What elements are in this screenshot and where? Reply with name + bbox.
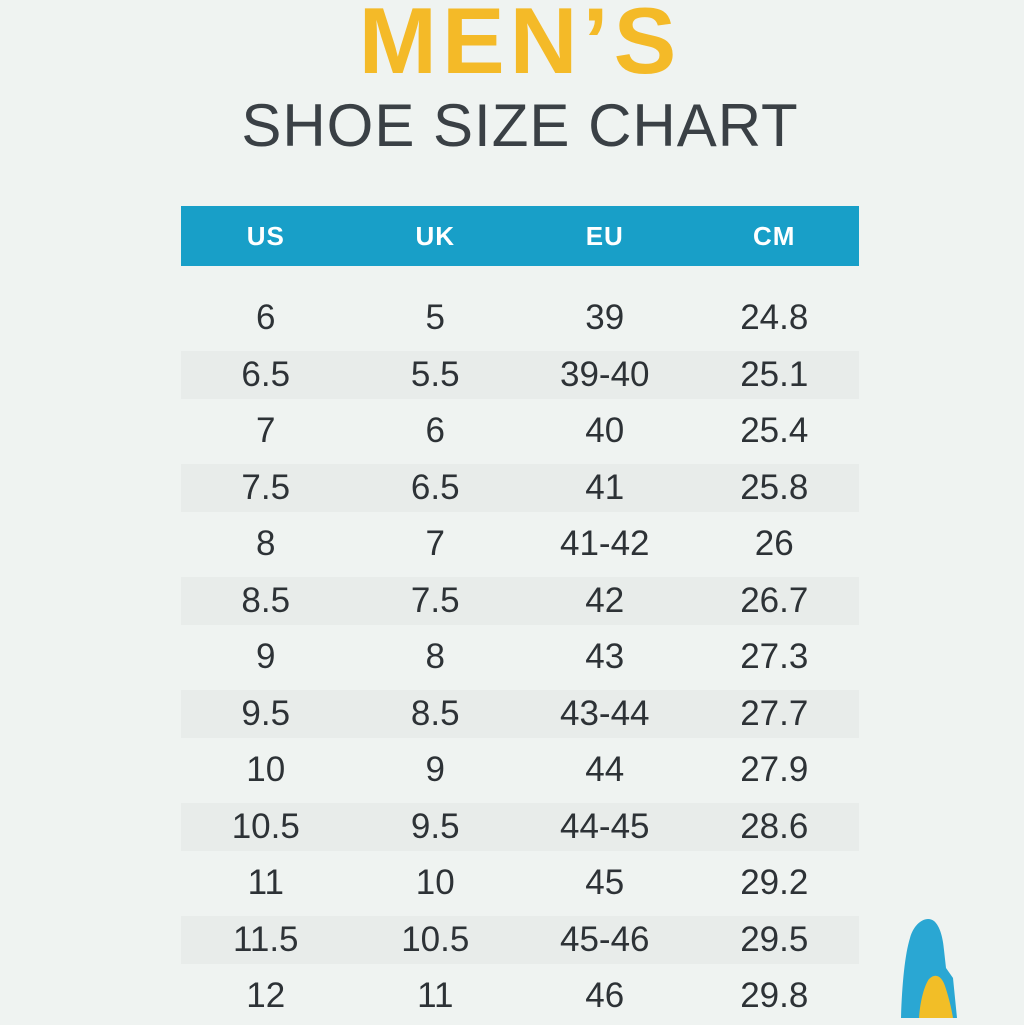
table-cell-us: 8.5 xyxy=(241,580,291,620)
table-cell-cm: 29.5 xyxy=(740,919,809,959)
table-cell-us: 7.5 xyxy=(241,467,291,507)
table-row xyxy=(181,290,859,347)
size-chart-table xyxy=(181,206,859,1025)
table-cell-eu: 46 xyxy=(585,976,625,1016)
table-cell-cm: 25.8 xyxy=(740,467,809,507)
table-cell-eu: 39-40 xyxy=(559,354,650,394)
table-cell-cm: 25.1 xyxy=(740,354,809,394)
table-cell-us: 11 xyxy=(247,863,284,903)
table-row xyxy=(181,629,859,686)
table-cell-uk: 9.5 xyxy=(410,806,460,846)
page-title: MEN’S xyxy=(358,0,682,93)
table-cell-eu: 44-45 xyxy=(559,806,650,846)
table-cell-cm: 28.6 xyxy=(740,806,809,846)
table-cell-eu: 45 xyxy=(585,863,625,903)
table-row xyxy=(181,516,859,573)
table-row xyxy=(181,403,859,460)
column-header-uk: UK xyxy=(415,220,456,251)
table-cell-uk: 8 xyxy=(425,637,445,677)
table-cell-uk: 7 xyxy=(425,524,445,564)
table-row xyxy=(181,573,859,630)
table-cell-eu: 43 xyxy=(585,637,625,677)
table-cell-us: 11.5 xyxy=(232,919,299,959)
table-cell-cm: 26 xyxy=(754,524,794,564)
table-cell-us: 10.5 xyxy=(231,806,300,846)
column-header-us: US xyxy=(246,220,285,251)
table-cell-cm: 29.8 xyxy=(740,976,809,1016)
table-cell-uk: 10.5 xyxy=(401,919,470,959)
page-subtitle: SHOE SIZE CHART xyxy=(241,92,799,159)
table-cell-uk: 7.5 xyxy=(410,580,460,620)
table-cell-us: 9 xyxy=(256,637,276,677)
table-row xyxy=(181,912,859,969)
table-row xyxy=(181,855,859,912)
table-cell-eu: 41-42 xyxy=(559,524,650,564)
table-row xyxy=(181,799,859,856)
table-cell-eu: 41 xyxy=(585,467,625,507)
table-cell-cm: 25.4 xyxy=(740,411,809,451)
table-cell-uk: 6 xyxy=(425,411,445,451)
table-row xyxy=(181,742,859,799)
table-cell-cm: 27.7 xyxy=(740,693,809,733)
table-cell-eu: 42 xyxy=(585,580,625,620)
table-cell-cm: 24.8 xyxy=(740,298,809,338)
table-cell-uk: 5 xyxy=(425,298,445,338)
table-cell-uk: 6.5 xyxy=(410,467,460,507)
shoe-decoration xyxy=(893,912,965,1018)
table-cell-eu: 44 xyxy=(585,750,625,790)
table-cell-us: 6 xyxy=(256,298,276,338)
table-cell-uk: 9 xyxy=(425,750,445,790)
table-cell-us: 9.5 xyxy=(241,693,291,733)
table-cell-cm: 27.9 xyxy=(740,750,809,790)
table-cell-us: 6.5 xyxy=(241,354,291,394)
table-cell-cm: 29.2 xyxy=(740,863,809,903)
table-cell-us: 7 xyxy=(256,411,276,451)
column-header-cm: CM xyxy=(753,220,796,251)
table-cell-us: 10 xyxy=(246,750,286,790)
table-cell-us: 8 xyxy=(256,524,276,564)
table-cell-uk: 10 xyxy=(415,863,455,903)
table-body xyxy=(181,290,859,1025)
table-cell-eu: 39 xyxy=(585,298,625,338)
table-cell-eu: 40 xyxy=(585,411,625,451)
table-cell-uk: 8.5 xyxy=(410,693,460,733)
table-row xyxy=(181,347,859,404)
table-cell-uk: 5.5 xyxy=(410,354,460,394)
table-cell-us: 12 xyxy=(246,976,286,1016)
table-row xyxy=(181,968,859,1025)
table-header-row xyxy=(181,206,859,266)
table-cell-cm: 27.3 xyxy=(740,637,809,677)
table-row xyxy=(181,686,859,743)
table-cell-cm: 26.7 xyxy=(740,580,809,620)
table-cell-eu: 43-44 xyxy=(559,693,650,733)
table-cell-eu: 45-46 xyxy=(559,919,650,959)
table-cell-uk: 11 xyxy=(417,976,454,1016)
table-row xyxy=(181,460,859,517)
column-header-eu: EU xyxy=(585,220,624,251)
